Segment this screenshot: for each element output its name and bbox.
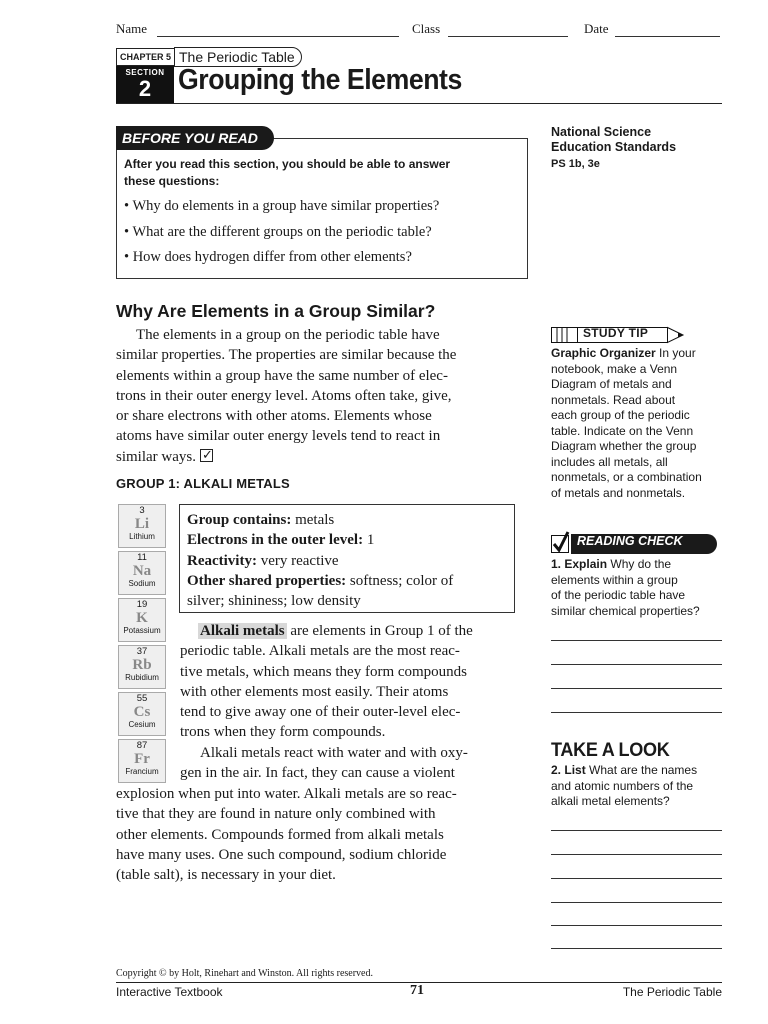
- answer-line[interactable]: [551, 854, 722, 855]
- title-rule: [116, 103, 722, 104]
- answer-line[interactable]: [551, 830, 722, 831]
- date-line[interactable]: [615, 36, 720, 37]
- answer-line[interactable]: [551, 948, 722, 949]
- group-heading: GROUP 1: ALKALI METALS: [116, 476, 290, 491]
- element-cesium: 55 Cs Cesium: [118, 692, 166, 736]
- question-2: • What are the different groups on the periodic table?: [124, 224, 432, 240]
- footer-left: Interactive Textbook: [116, 985, 223, 999]
- standards-heading: National Science Education Standards: [551, 125, 677, 154]
- answer-line[interactable]: [551, 664, 722, 665]
- copyright: Copyright © by Holt, Rinehart and Winston. All rights reserved.: [116, 968, 373, 979]
- element-potassium: 19 K Potassium: [118, 598, 166, 642]
- chapter-title: The Periodic Table: [174, 47, 302, 67]
- element-sodium: 11 Na Sodium: [118, 551, 166, 595]
- section-badge: [116, 66, 174, 104]
- section-heading: Why Are Elements in a Group Similar?: [116, 301, 436, 321]
- page-number: 71: [410, 983, 424, 998]
- take-a-look-heading: TAKE A LOOK: [551, 740, 670, 761]
- section-number: 2: [138, 76, 152, 101]
- answer-line[interactable]: [551, 925, 722, 926]
- answer-line[interactable]: [551, 902, 722, 903]
- study-tip-text: Graphic Organizer In your notebook, make a Venn Diagram of metals and nonmetals. Read about each group of the periodic table. Indicate on the Venn Diagram whether the group includes all metals, all nonmetals, or a combination of metals and nonmetals.: [551, 346, 702, 500]
- checkbox-icon[interactable]: [200, 449, 213, 462]
- answer-line[interactable]: [551, 640, 722, 641]
- standards-codes: PS 1b, 3e: [551, 158, 600, 170]
- answer-line[interactable]: [551, 688, 722, 689]
- before-you-read-intro: After you read this section, you should be able to answer these questions:: [124, 157, 451, 188]
- before-you-read-tab: BEFORE YOU READ: [116, 126, 274, 150]
- paragraph-2: Alkali metals are elements in Group 1 of the periodic table. Alkali metals are the most reac- tive metals, which means they form compounds with other elements most easily. Their atoms tend to give away one of their outer-level elec- trons when they form compounds.: [180, 623, 473, 741]
- element-lithium: 3 Li Lithium: [118, 504, 166, 548]
- chapter-tag: CHAPTER 5: [116, 48, 174, 66]
- reading-check-badge: [551, 531, 717, 560]
- question-3: • How does hydrogen differ from other elements?: [124, 249, 412, 265]
- name-line[interactable]: [157, 36, 399, 37]
- group-info-box: Group contains: metals Electrons in the outer level: 1 Reactivity: very reactive Other shared properties: softness; color of silver; shininess; low density: [179, 504, 515, 613]
- class-label: Class: [412, 21, 441, 36]
- footer-right: The Periodic Table: [622, 985, 722, 999]
- answer-line[interactable]: [551, 712, 722, 713]
- class-line[interactable]: [448, 36, 568, 37]
- study-tip-label: STUDY TIP: [583, 326, 649, 340]
- reading-check-label: READING CHECK: [577, 534, 683, 548]
- element-rubidium: 37 Rb Rubidium: [118, 645, 166, 689]
- section-label: SECTION: [125, 68, 165, 77]
- paragraph-1: The elements in a group on the periodic table have similar properties. The properties are similar because the elements within a group have the same number of elec- trons in their outer energy level. Atoms often take, give, or share electrons with other atoms. Elements whose atoms have similar outer energy levels tend to react in similar ways.✓: [116, 325, 526, 467]
- paragraph-3a: Alkali metals react with water and with oxy- gen in the air. In fact, they can cause a violent: [180, 745, 468, 782]
- date-label: Date: [584, 21, 609, 36]
- take-a-look-question: 2. List What are the names and atomic numbers of the alkali metal elements?: [551, 763, 698, 808]
- highlighted-term: Alkali metals: [200, 623, 285, 639]
- answer-line[interactable]: [551, 878, 722, 879]
- question-1: • Why do elements in a group have similar properties?: [124, 198, 440, 214]
- paragraph-3b: explosion when put into water. Alkali metals are so reac- tive that they are found in nature only combined with other elements. Compounds formed from alkali metals have many uses. One such compound, sodium chloride (table salt), is necessary in your diet.: [116, 786, 457, 884]
- element-francium: 87 Fr Francium: [118, 739, 166, 783]
- name-label: Name: [116, 21, 148, 36]
- page-title: Grouping the Elements: [178, 64, 462, 96]
- reading-check-question: 1. Explain Why do the elements within a group of the periodic table have similar chemical properties?: [551, 557, 700, 618]
